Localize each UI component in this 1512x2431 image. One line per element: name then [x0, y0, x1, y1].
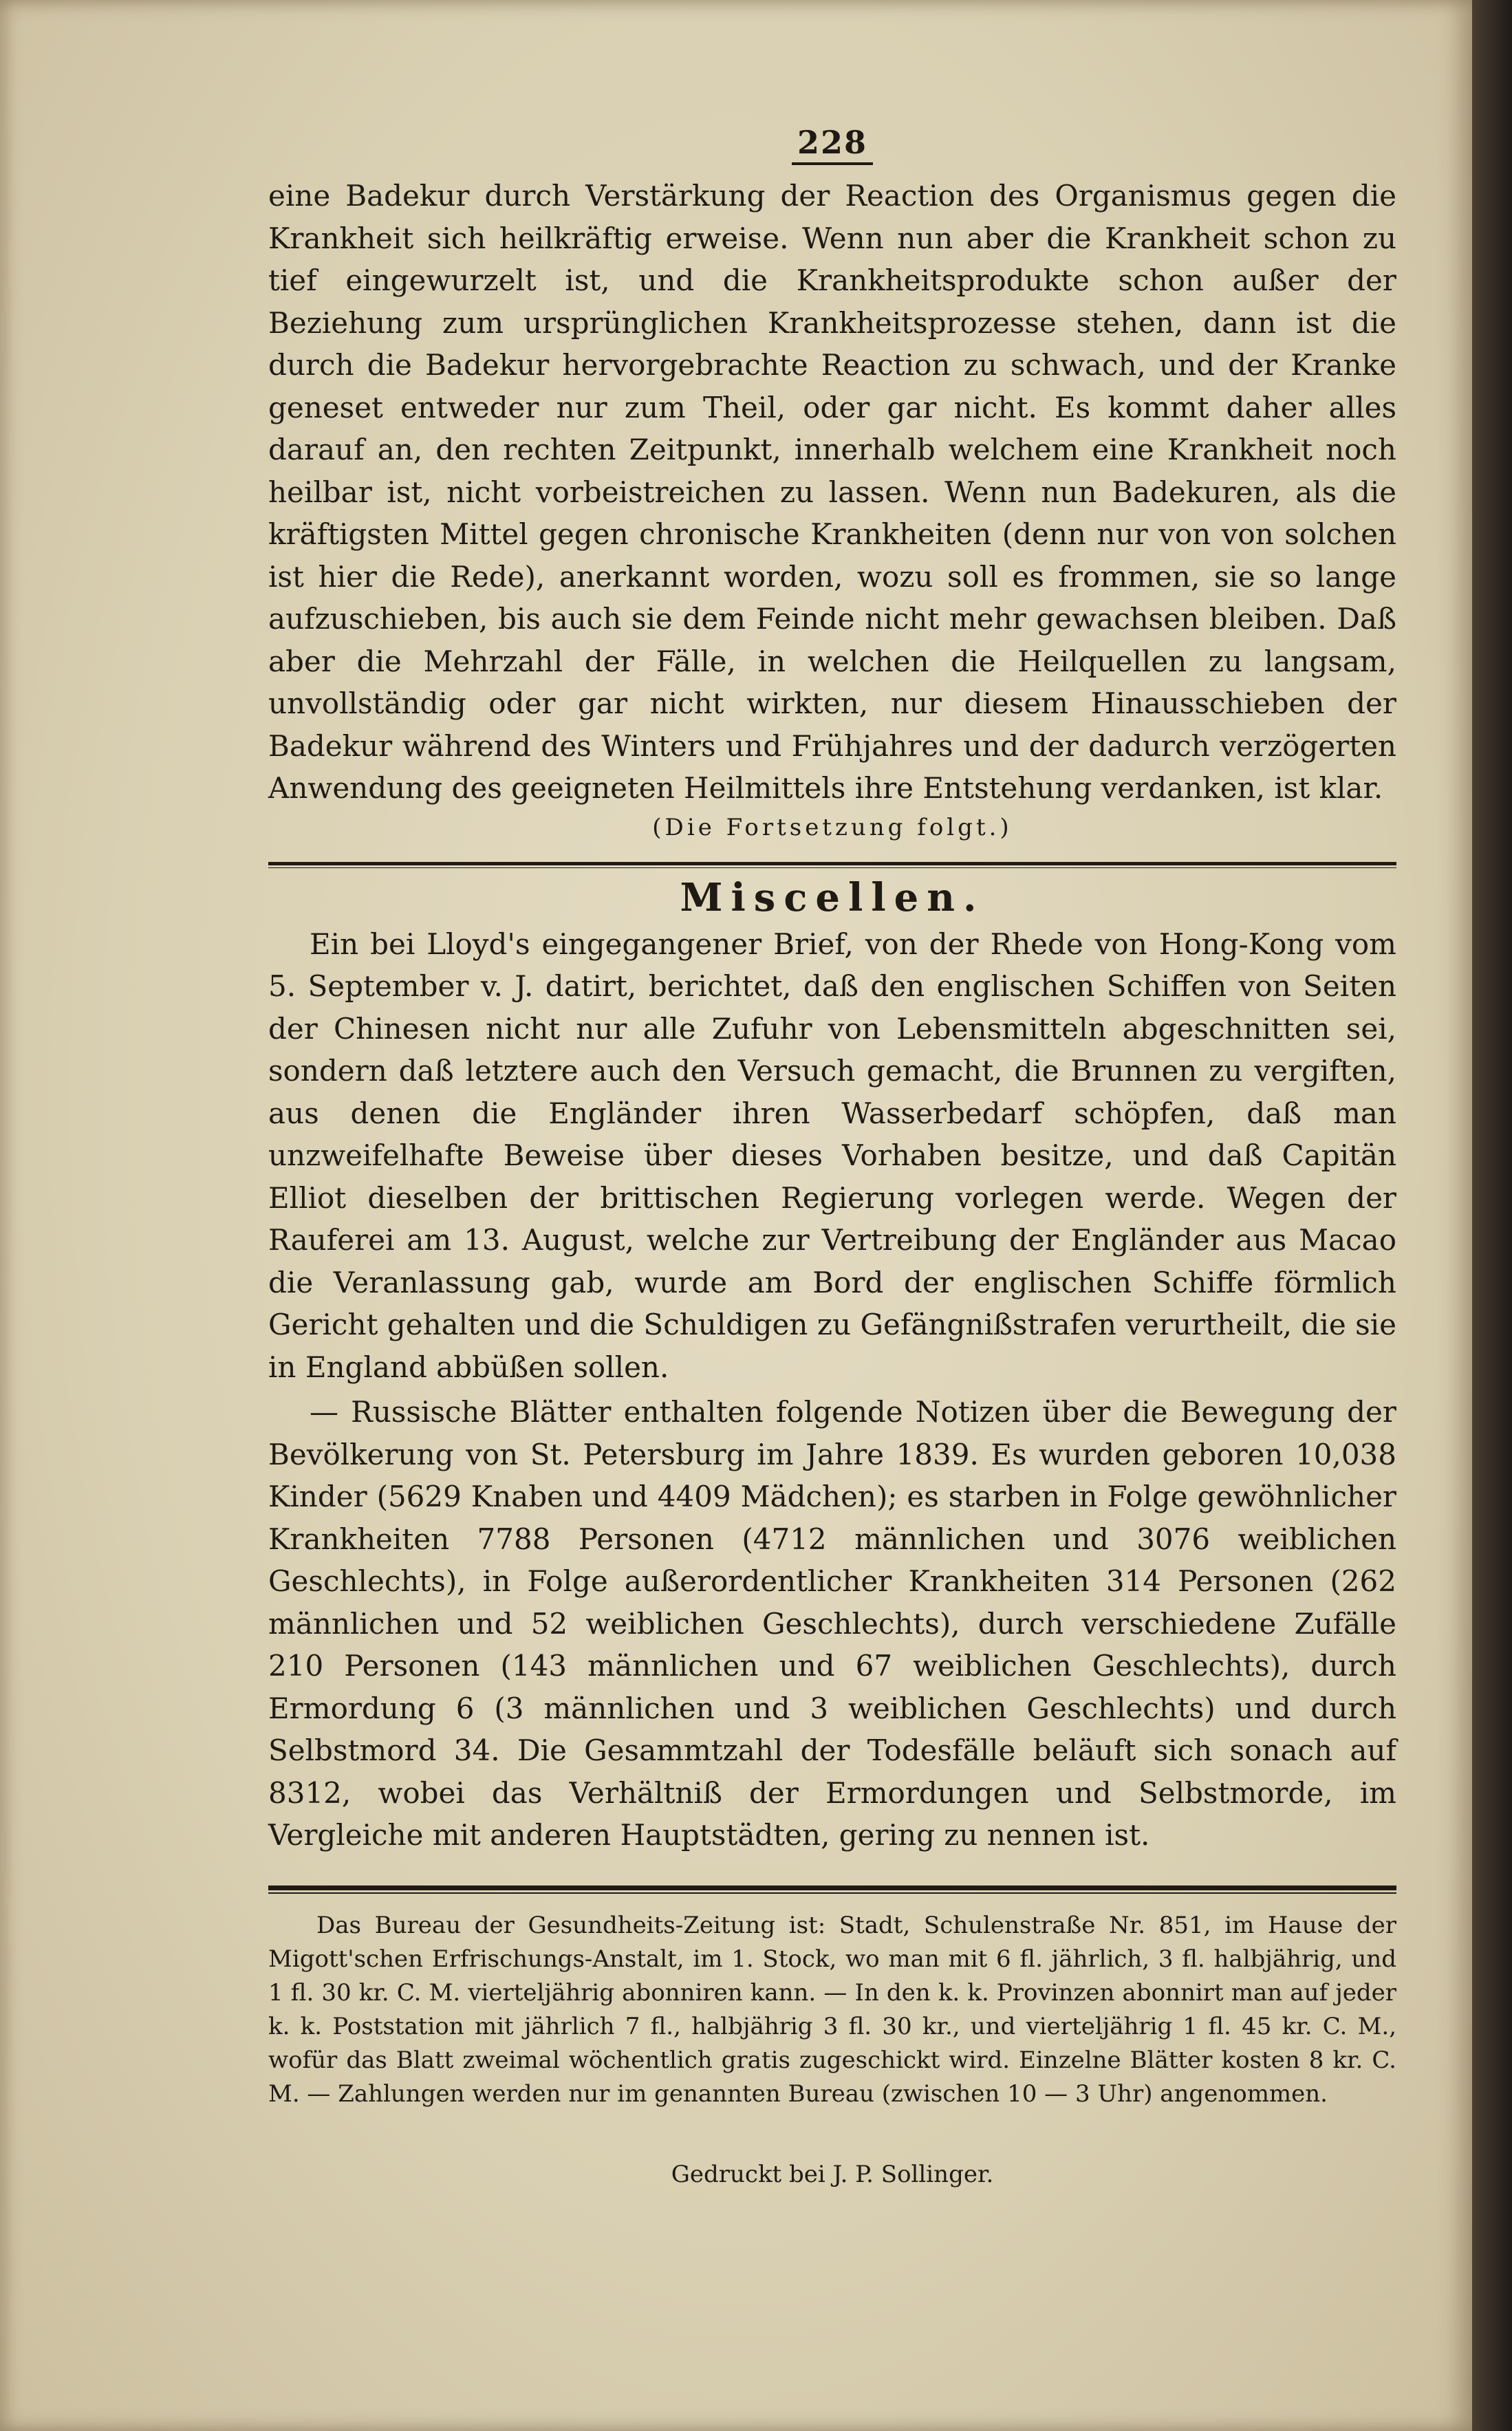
subscription-notice: Das Bureau der Gesundheits-Zeitung ist: Stadt, Schulenstraße Nr. 851, im Hause der Migott'schen Erfrischungs-Anstalt, im 1. Stock, wo man mit 6 fl. jährlich, 3 fl. halbjährig, und 1 fl. 30 kr. C. M. vierteljährig abonniren kann. — In den k. k. Provinzen abonnirt man auf jeder k. k. Poststation mit jährlich 7 fl., halbjährig 3 fl. 30 kr., und vierteljährig 1 fl. 45 kr. C. M., wofür das Blatt zweimal wöchentlich gratis zugeschickt wird. Einzelne Blätter kosten 8 kr. C. M. — Zahlungen werden nur im genannten Bureau (zwischen 10 — 3 Uhr) angenommen.: [268, 1911, 1396, 2108]
miscellen-paragraph-petersburg: — Russische Blätter enthalten folgende Notizen über die Bewegung der Bevölkerung von St. Petersburg im Jahre 1839. Es wurden geboren 10,038 Kinder (5629 Knaben und 4409 Mädchen); es starben in Folge gewöhnlicher Krankheiten 7788 Personen (4712 männlichen und 3076 weiblichen Geschlechts), in Folge außerordentlicher Krankheiten 314 Personen (262 männlichen und 52 weiblichen Geschlechts), durch verschiedene Zufälle 210 Personen (143 männlichen und 67 weiblichen Geschlechts), durch Ermordung 6 (3 männlichen und 3 weiblichen Geschlechts) und durch Selbstmord 34. Die Gesammtzahl der Todesfälle beläuft sich sonach auf 8312, wobei das Verhältniß der Ermordungen und Selbstmorde, im Vergleiche mit anderen Hauptstädten, gering zu nennen ist.: [268, 1395, 1396, 1852]
printer-imprint: Gedruckt bei J. P. Sollinger.: [671, 2160, 994, 2188]
page-number: 228: [268, 124, 1396, 165]
footer-divider: [268, 1886, 1396, 1894]
article-continuation-text: eine Badekur durch Verstärkung der Reaction des Organismus gegen die Krankheit sich heilkräftig erweise. Wenn nun aber die Krankheit schon zu tief eingewurzelt ist, und die Krankheitsprodukte schon außer der Beziehung zum ursprünglichen Krankheitsprozesse stehen, dann ist die durch die Badekur hervorgebrachte Reaction zu schwach, und der Kranke geneset entweder nur zum Theil, oder gar nicht. Es kommt daher alles darauf an, den rechten Zeitpunkt, innerhalb welchem eine Krankheit noch heilbar ist, nicht vorbeistreichen zu lassen. Wenn nun Badekuren, als die kräftigsten Mittel gegen chronische Krankheiten (denn nur von von solchen ist hier die Rede), anerkannt worden, wozu soll es frommen, sie so lange aufzuschieben, bis auch sie dem Feinde nicht mehr gewachsen bleiben. Daß aber die Mehrzahl der Fälle, in welchen die Heilquellen zu langsam, unvollständig oder gar nicht wirkten, nur diesem Hinausschieben der Badekur während des Winters und Frühjahres und der dadurch verzögerten Anwendung des geeigneten Heilmittels ihre Entstehung verdanken, ist klar.: [268, 179, 1396, 805]
book-spine: [1472, 0, 1512, 2431]
miscellen-paragraph-hongkong: Ein bei Lloyd's eingegangener Brief, von der Rhede von Hong-Kong vom 5. September v. J. datirt, berichtet, daß den englischen Schiffen von Seiten der Chinesen nicht nur alle Zufuhr von Lebensmitteln abgeschnitten sei, sondern daß letztere auch den Versuch gemacht, die Brunnen zu vergiften, aus denen die Engländer ihren Wasserbedarf schöpfen, daß man unzweifelhafte Beweise über dieses Vorhaben besitze, und daß Capitän Elliot dieselben der brittischen Regierung vorlegen werde. Wegen der Rauferei am 13. August, welche zur Vertreibung der Engländer aus Macao die Veranlassung gab, wurde am Bord der englischen Schiffe förmlich Gericht gehalten und die Schuldigen zu Gefängnißstrafen verurtheilt, die sie in England abbüßen sollen.: [268, 927, 1396, 1384]
section-title-miscellen: Miscellen.: [680, 874, 985, 920]
section-divider: [268, 862, 1396, 868]
continuation-note: (Die Fortsetzung folgt.): [652, 813, 1013, 841]
page-content: [268, 124, 1396, 2188]
